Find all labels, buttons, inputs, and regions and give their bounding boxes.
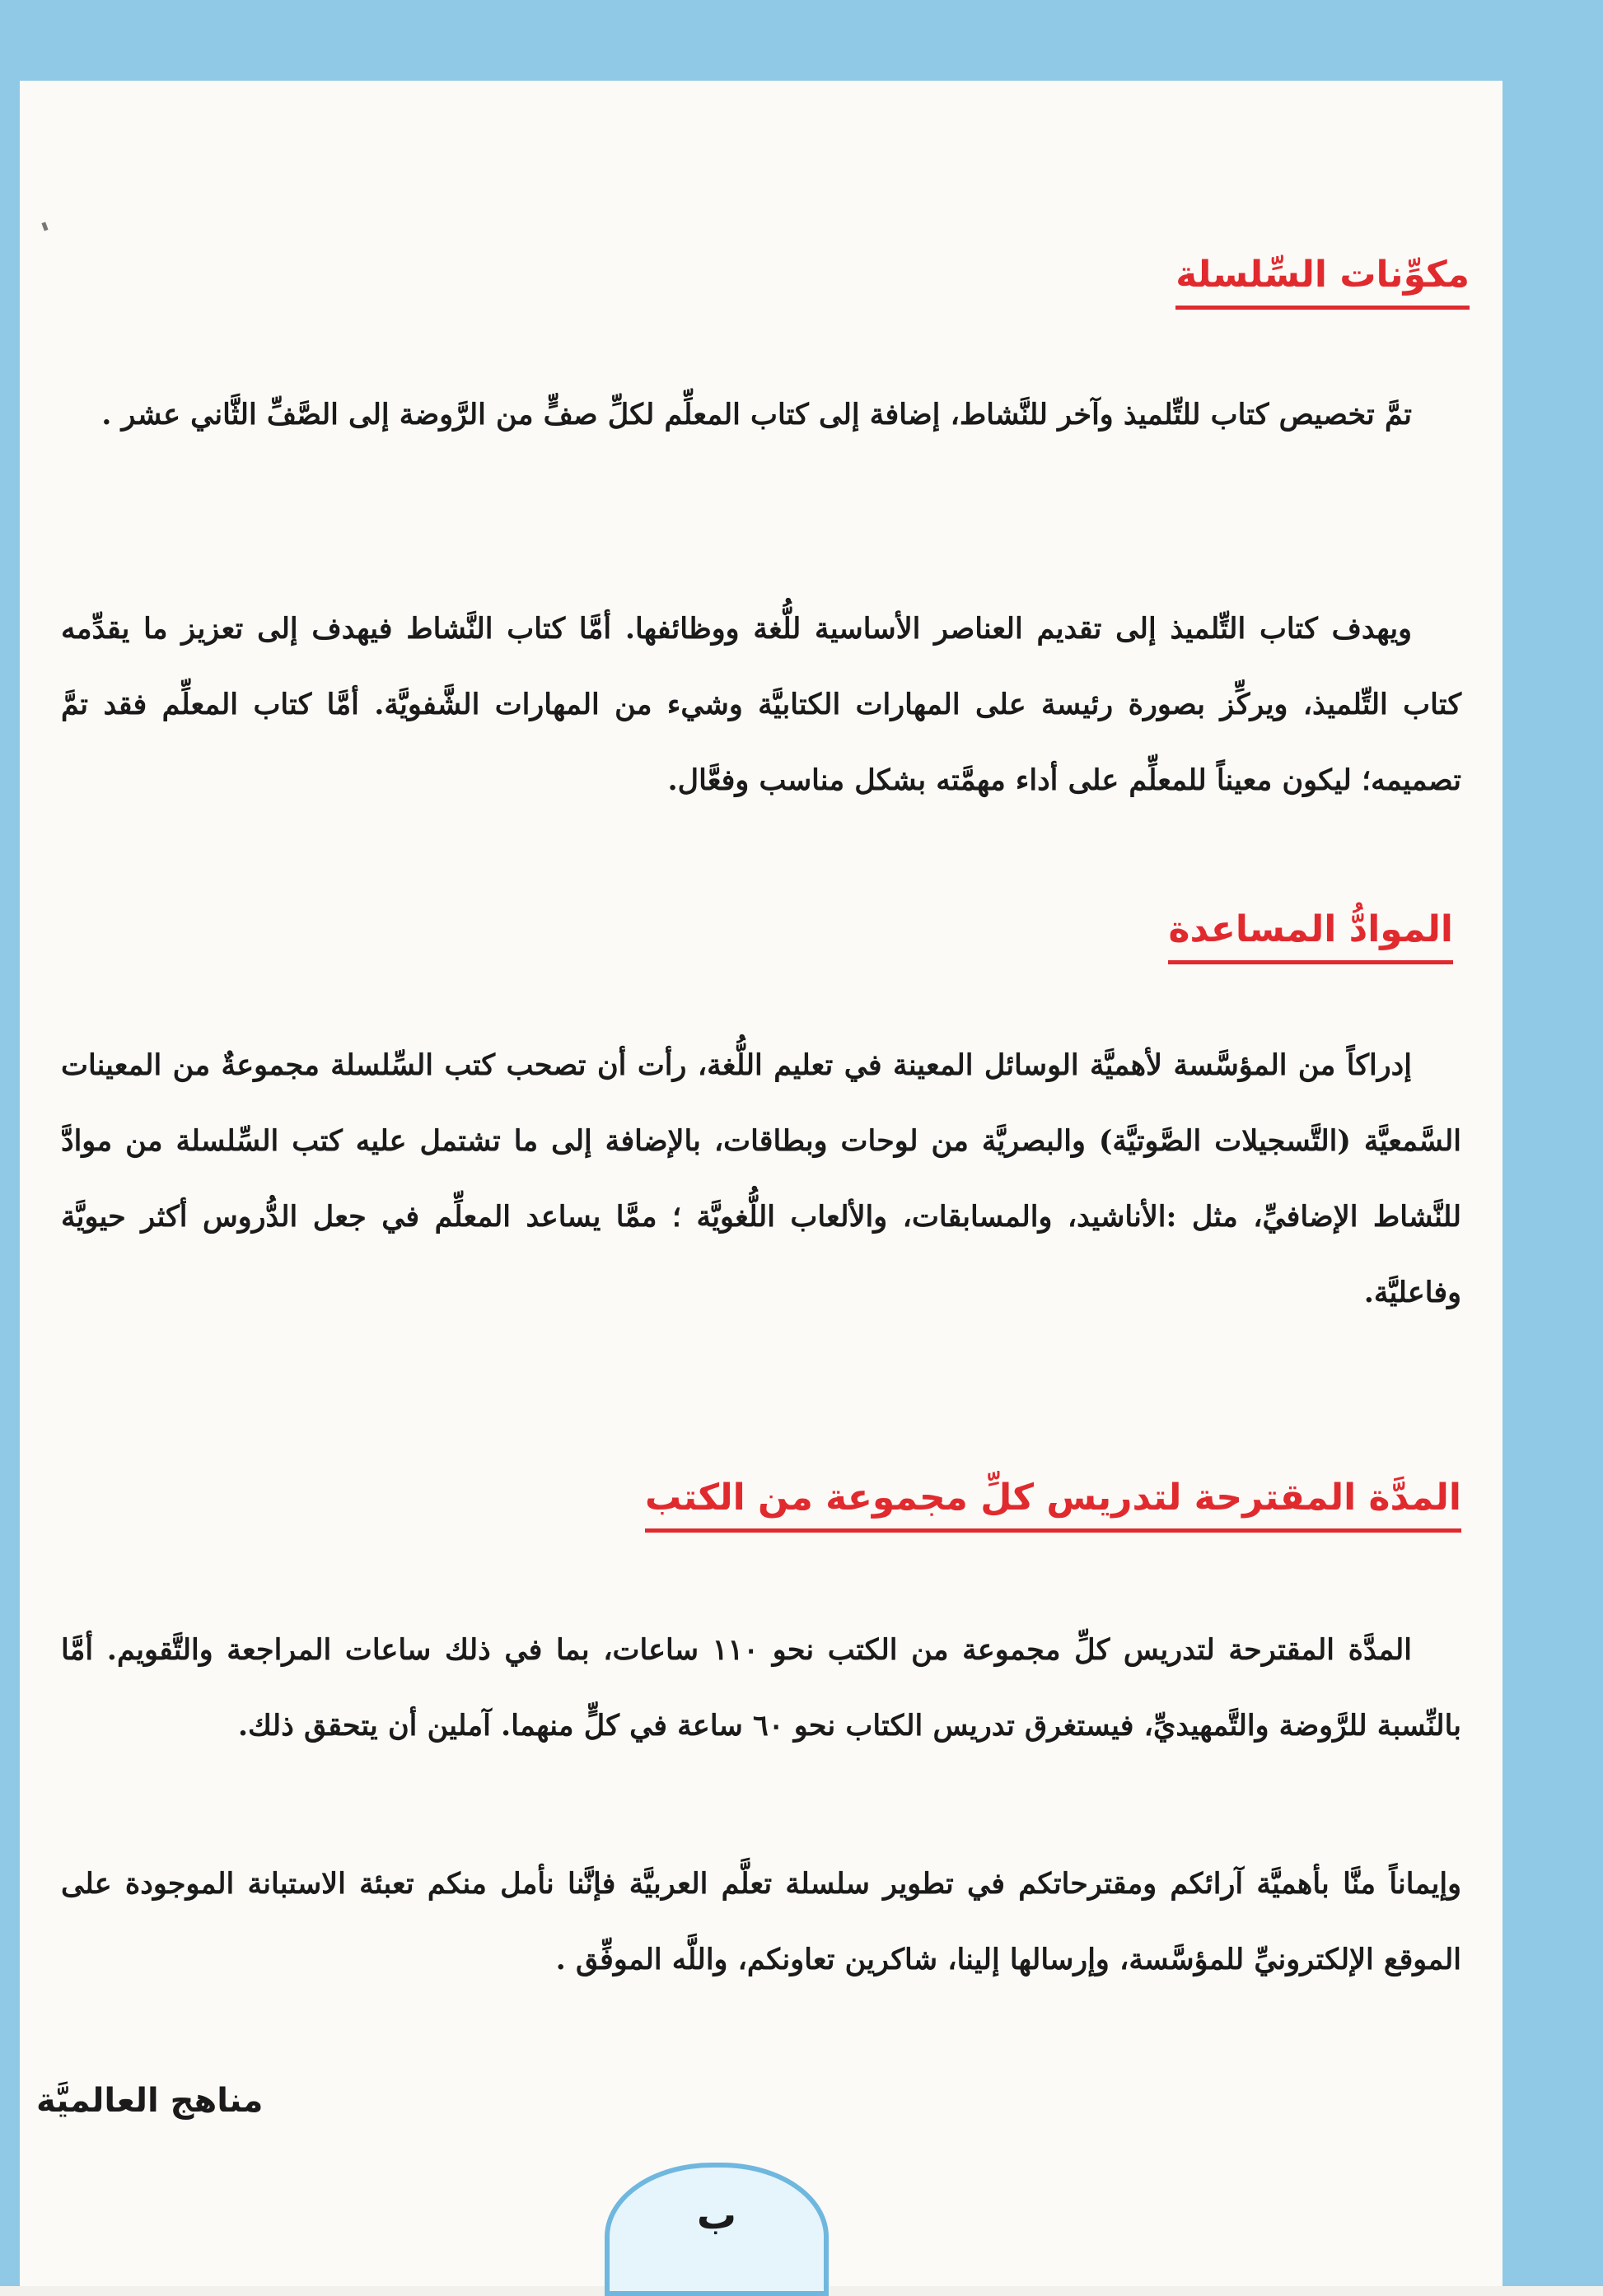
section-heading-duration xyxy=(645,1477,1461,1533)
paragraph: المدَّة المقترحة لتدريس كلِّ مجموعة من الكتب نحو ١١٠ ساعات، بما في ذلك ساعات المراجعة والتَّقويم. أمَّا بالنِّسبة للرَّوضة والتَّمهيديِّ، فيستغرق تدريس الكتاب نحو ٦٠ ساعة في كلٍّ منهما. آملين أن يتحقق ذلك. xyxy=(61,1633,1461,1743)
heading-underline xyxy=(645,1528,1461,1533)
page-number-tab xyxy=(605,2163,829,2296)
heading-underline xyxy=(1168,960,1453,964)
heading-underline xyxy=(1175,306,1470,310)
section-heading-text: الموادُّ المساعدة xyxy=(1168,908,1453,950)
paragraph: تمَّ تخصيص كتاب للتِّلميذ وآخر للنَّشاط، إضافة إلى كتاب المعلِّم لكلِّ صفٍّ من الرَّوضة إلى الصَّفِّ الثَّاني عشر . xyxy=(101,398,1412,432)
paragraph: إدراكاً من المؤسَّسة لأهميَّة الوسائل المعينة في تعليم اللُّغة، رأت أن تصحب كتب السِّلسلة مجموعةٌ من المعينات السَّمعيَّة (التَّسجيلات الصَّوتيَّة) والبصريَّة من لوحات وبطاقات، بالإضافة إلى ما تشتمل عليه كتب السِّلسلة من موادَّ للنَّشاط الإضافيِّ، مثل :الأناشيد، والمسابقات، والألعاب اللُّغويَّة ؛ ممَّا يساعد المعلِّم في جعل الدُّروس أكثر حيويَّة وفاعليَّة. xyxy=(61,1048,1461,1309)
section-body-components xyxy=(61,377,1461,453)
paragraph: وإيماناً منَّا بأهميَّة آرائكم ومقترحاتكم في تطوير سلسلة تعلَّم العربيَّة فإنَّنا نأمل منكم تعبئة الاستبانة الموجودة على الموقع الإلكترونيِّ للمؤسَّسة، وإرسالها إلينا، شاكرين تعاونكم، واللَّه الموفِّق . xyxy=(61,1867,1461,1976)
document-page xyxy=(20,81,1503,2286)
section-body-materials xyxy=(61,1028,1461,1331)
section-body-closing xyxy=(61,1846,1461,1998)
section-heading-components xyxy=(1175,254,1470,310)
section-heading-materials xyxy=(1168,908,1453,964)
section-heading-text: مكوِّنات السِّلسلة xyxy=(1175,254,1470,296)
section-heading-text: المدَّة المقترحة لتدريس كلِّ مجموعة من الكتب xyxy=(644,1477,1461,1519)
section-body-duration xyxy=(61,1612,1461,1764)
page-number: ب xyxy=(696,2192,737,2238)
publisher-name: مناهج العالميَّة xyxy=(36,2082,264,2120)
paragraph: ويهدف كتاب التِّلميذ إلى تقديم العناصر الأساسية للُّغة ووظائفها. أمَّا كتاب النَّشاط فيهدف إلى تعزيز ما يقدِّمه كتاب التِّلميذ، ويركِّز بصورة رئيسة على المهارات الكتابيَّة وشيء من المهارات الشَّفويَّة. أمَّا كتاب المعلِّم فقد تمَّ تصميمه؛ ليكون معيناً للمعلِّم على أداء مهمَّته بشكل مناسب وفعَّال. xyxy=(61,612,1461,797)
section-body-components-2 xyxy=(61,591,1461,819)
